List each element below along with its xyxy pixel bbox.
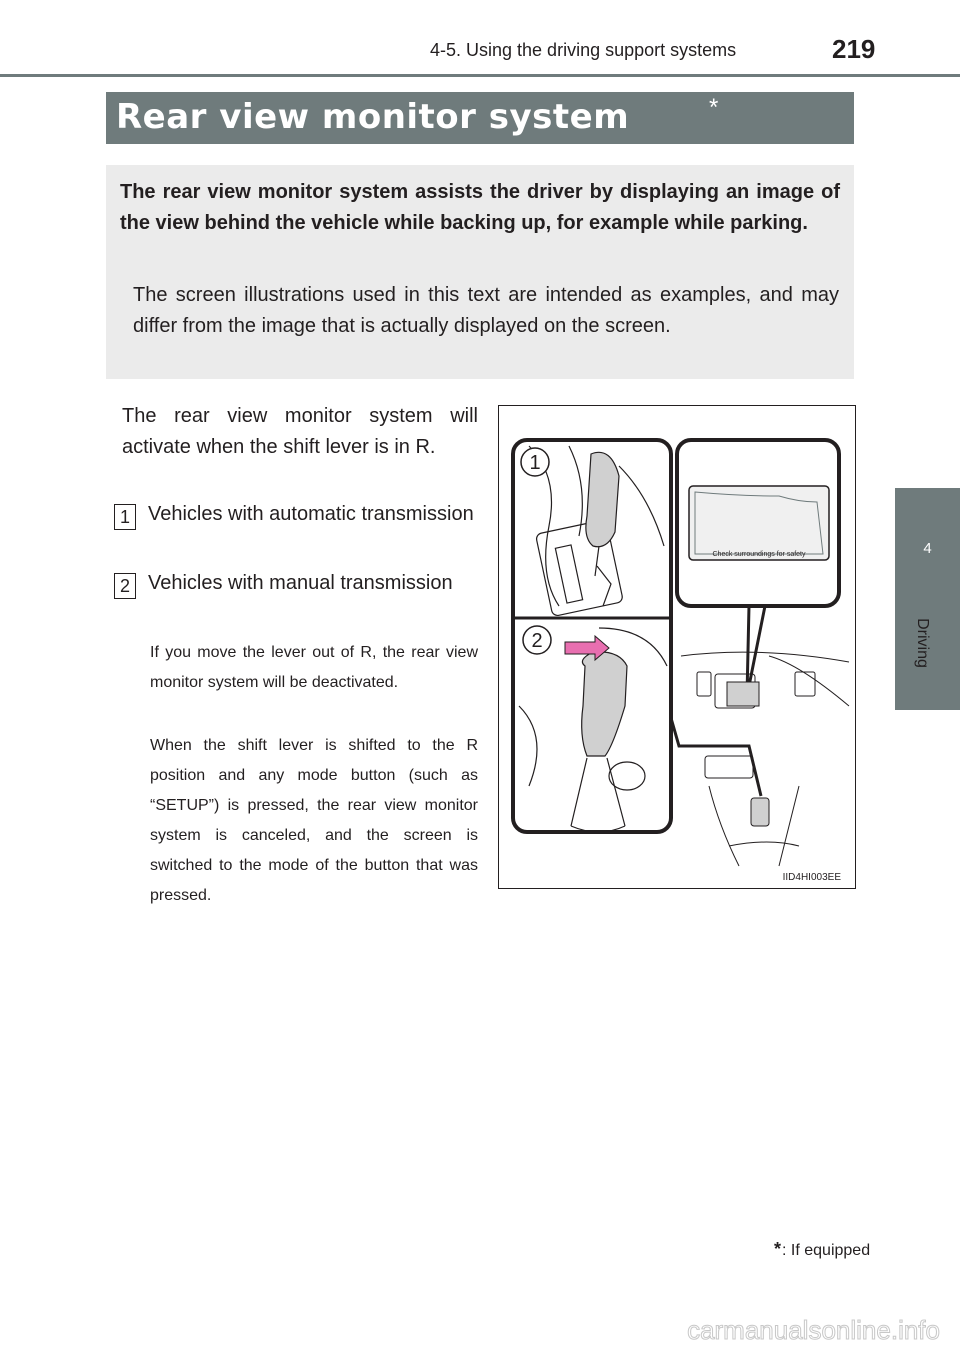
footnote-text: : If equipped [782, 1242, 871, 1259]
page-number: 219 [832, 34, 876, 64]
note-deactivation: If you move the lever out of R, the rear view monitor system will be deactivated. [150, 644, 478, 691]
page-title-bar [106, 92, 854, 144]
chapter-label [901, 608, 943, 678]
header-divider [0, 74, 960, 77]
item-number-1: 1 [114, 504, 136, 530]
if-equipped-marker: * [709, 94, 719, 121]
rear-view-screen [689, 486, 829, 560]
illustration-svg [499, 406, 855, 888]
watermark-text: carmanualsonline.info [687, 1315, 940, 1345]
page-title: Rear view monitor system [116, 97, 630, 137]
chapter-label-text: Driving [914, 618, 931, 668]
screen-caption: Check surroundings for safety [712, 551, 806, 558]
note-mode-button: When the shift lever is shifted to the R position and any mode button (such as “SETUP”) is pressed, the rear view monitor system is canceled, and the screen is switched to the mode of the button that was pressed. [150, 737, 478, 904]
item-number-2: 2 [114, 573, 136, 599]
lever-pointer [671, 718, 761, 796]
shift-lever-illustration [498, 405, 856, 889]
callout-1: 1 [529, 452, 541, 474]
callout-2: 2 [531, 630, 543, 652]
intro-summary: The rear view monitor system assists the driver by displaying an image of the view behind the vehicle while backing up, for example while parking. [120, 181, 840, 234]
list-item-manual: Vehicles with manual transmission [148, 572, 453, 594]
intro-note: The screen illustrations used in this text are intended as examples, and may differ from the image that is actually displayed on the screen. [133, 284, 839, 337]
footnote-symbol: * [774, 1239, 782, 1259]
figure-code: IID4HI003EE [782, 872, 841, 883]
chapter-number: 4 [923, 540, 932, 557]
dashboard-sketch [681, 652, 849, 866]
watermark [540, 1315, 960, 1345]
list-item-automatic: Vehicles with automatic transmission [148, 503, 474, 525]
footnote [774, 1239, 870, 1260]
section-title: 4-5. Using the driving support systems [430, 40, 737, 60]
activation-paragraph: The rear view monitor system will activate when the shift lever is in R. [122, 405, 478, 458]
intro-box [106, 165, 854, 379]
